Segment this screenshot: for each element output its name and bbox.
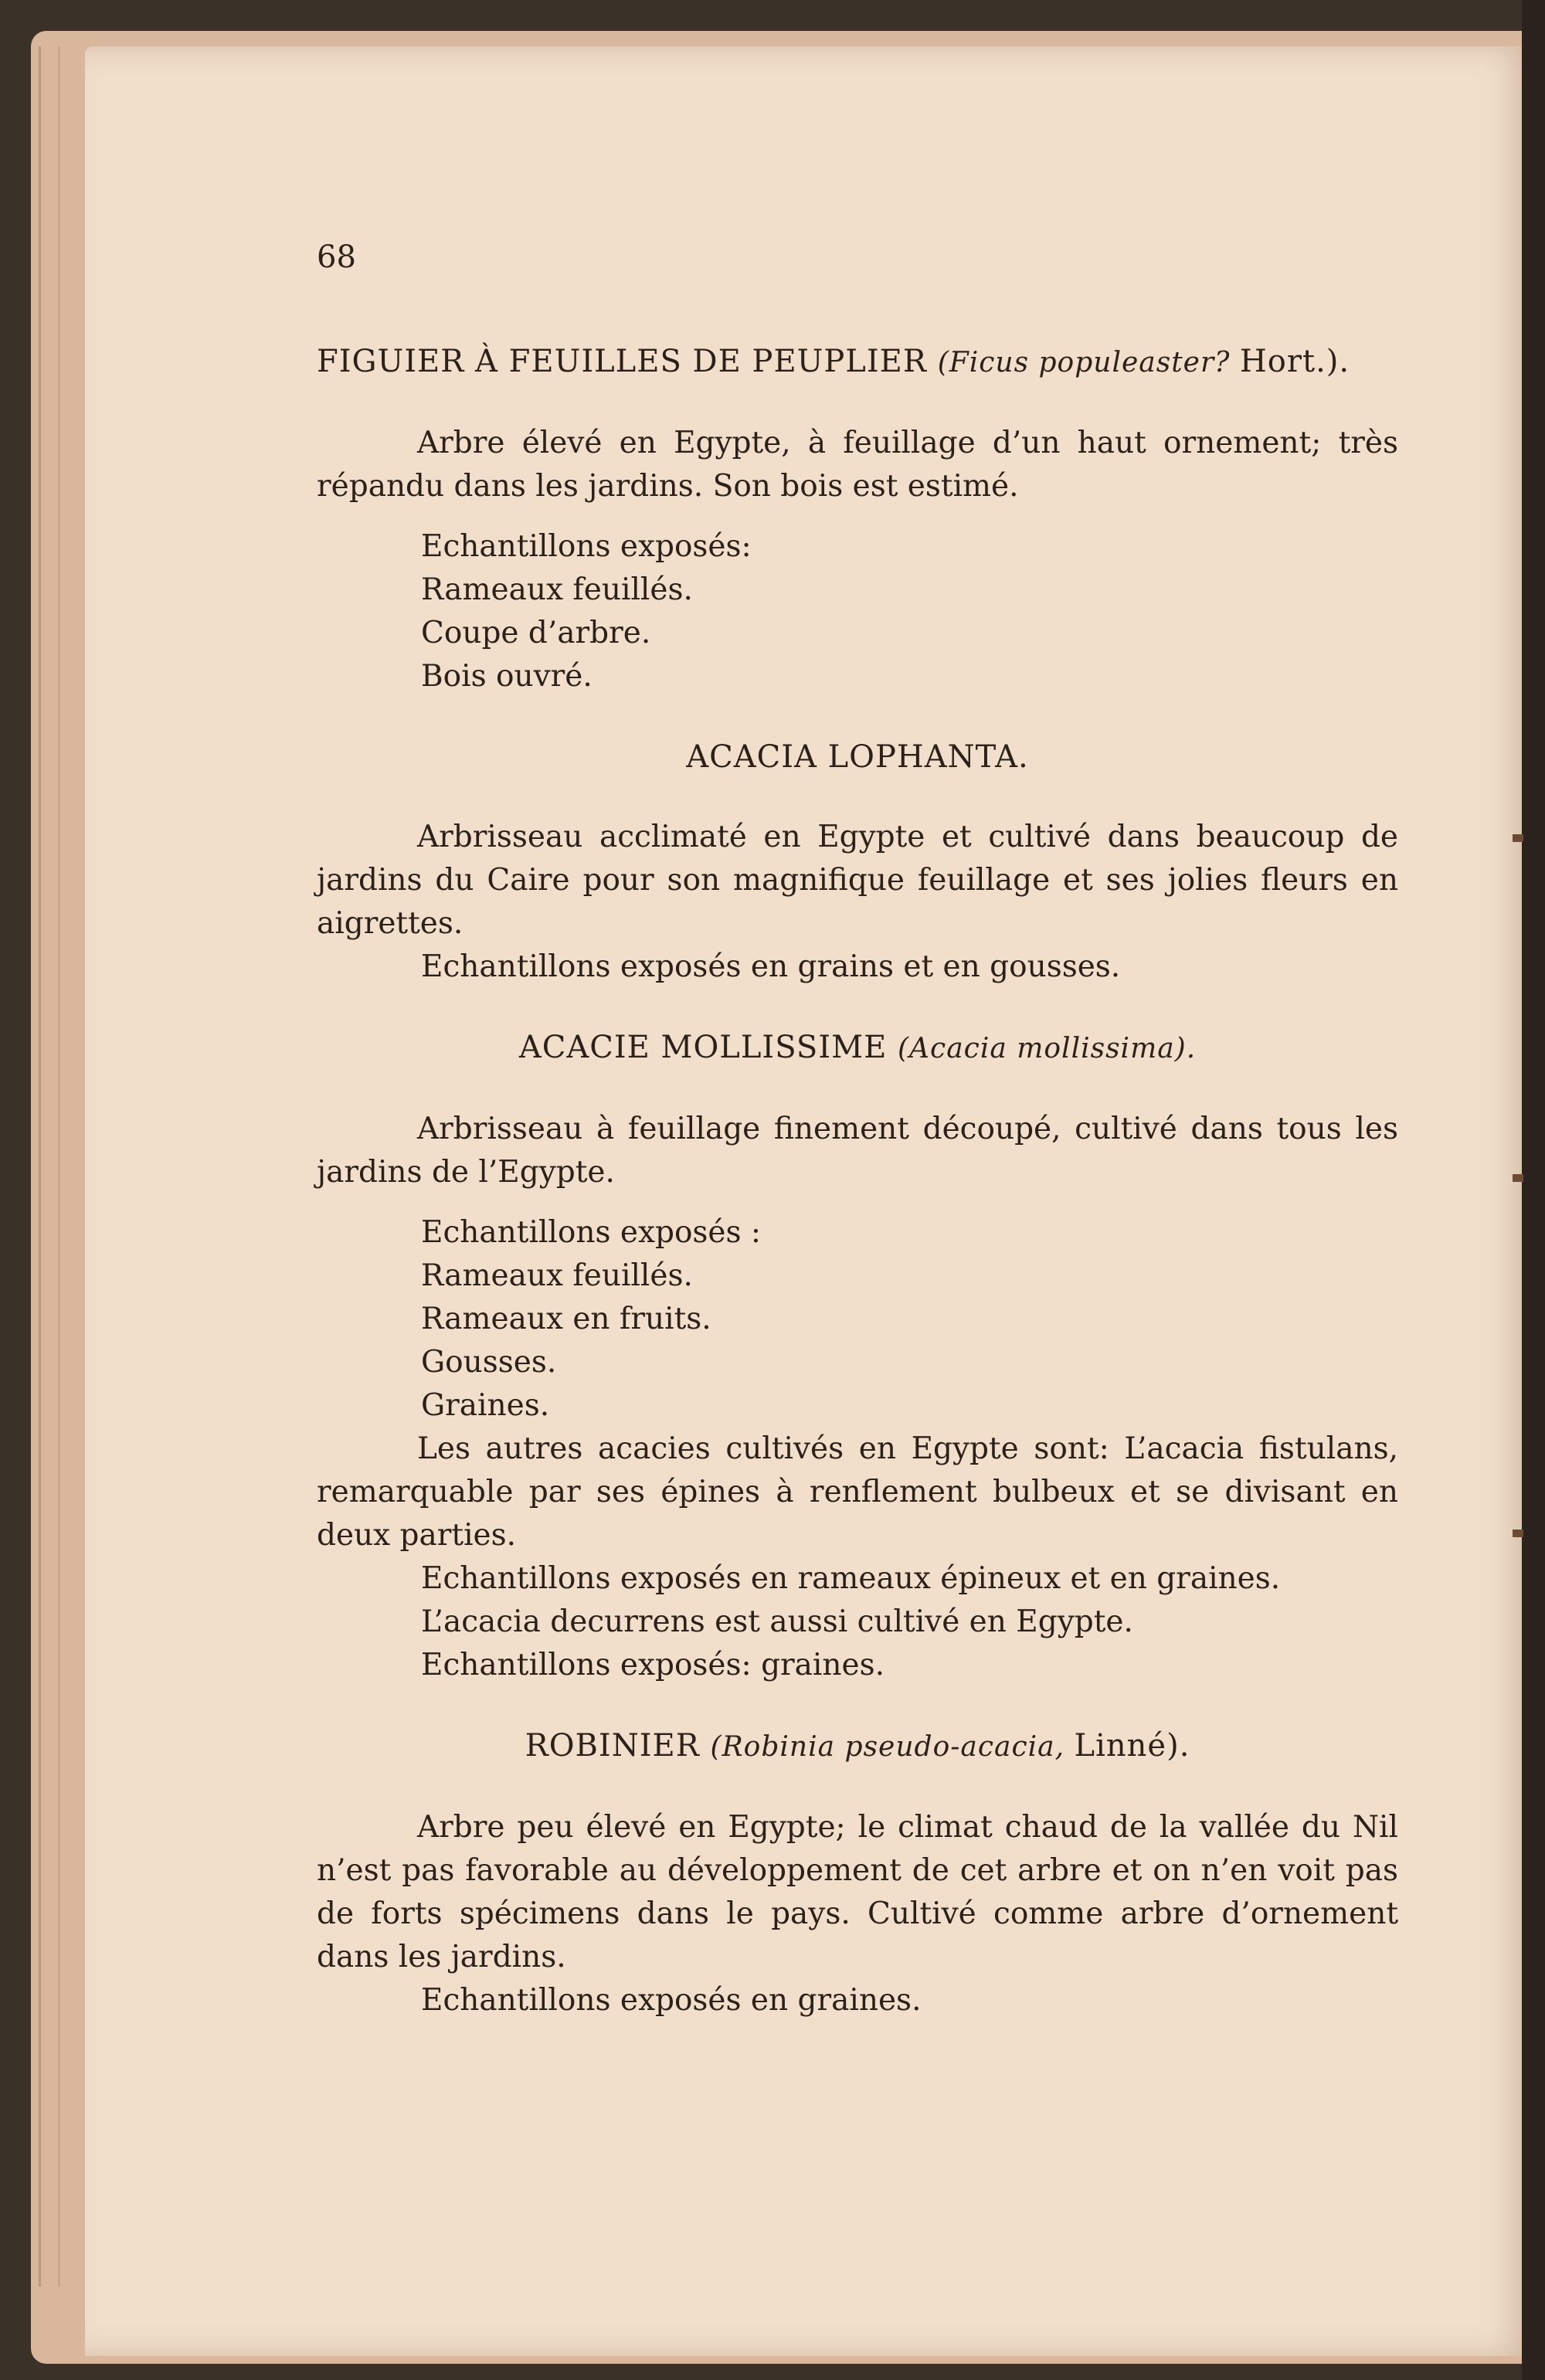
page-content [317, 340, 1398, 2022]
samples-title: Echantillons exposés : [421, 1215, 762, 1250]
list-item: Gousses. [421, 1345, 557, 1380]
list-item: Coupe d’arbre. [421, 616, 651, 650]
list-item: Rameaux en fruits. [421, 1302, 711, 1336]
page-tab [1513, 1530, 1523, 1537]
page-stack [39, 46, 60, 2287]
paragraph: Arbre peu élevé en Egypte; le climat chaud de la vallée du Nil n’est pas favorable au développement de cet arbre et on n’en voit pas de forts spécimens dans le pays. Cultivé comme arbre d’ornement dans les jardins. [317, 1810, 1398, 1974]
paragraph: Arbre élevé en Egypte, à feuillage d’un haut ornement; très répandu dans les jardins. Son bois est estimé. [317, 426, 1398, 504]
book-spine [1522, 0, 1545, 2380]
list-item: Rameaux feuillés. [421, 572, 693, 607]
heading-text: FIGUIER À FEUILLES DE PEUPLIER [317, 344, 938, 379]
page-tab [1513, 834, 1523, 842]
section-heading-figuier [317, 340, 1398, 385]
section-heading-acacie-mollissime [317, 1026, 1398, 1071]
heading-tail: Linné). [1074, 1728, 1190, 1764]
samples-line: Echantillons exposés: graines. [421, 1648, 885, 1682]
samples-line: Echantillons exposés en graines. [421, 1983, 922, 2018]
paragraph: Arbrisseau acclimaté en Egypte et cultivé dans beaucoup de jardins du Caire pour son magnifique feuillage et ses jolies fleurs en aigrettes. [317, 820, 1398, 941]
list-item: Rameaux feuillés. [421, 1258, 693, 1293]
list-item: Bois ouvré. [421, 659, 593, 694]
heading-italic: (Robinia pseudo-acacia, [710, 1731, 1075, 1763]
samples-line: Echantillons exposés en rameaux épineux et en graines. [421, 1561, 1281, 1596]
samples-title: Echantillons exposés: [421, 529, 752, 564]
heading-text: ROBINIER [525, 1728, 711, 1764]
heading-tail: Hort.). [1239, 344, 1350, 379]
list-item: Graines. [421, 1388, 550, 1423]
heading-italic: (Ficus populeaster? [937, 347, 1240, 379]
heading-italic: (Acacia mollissima). [898, 1033, 1197, 1064]
section-heading-acacia-lophanta: ACACIA LOPHANTA. [686, 739, 1029, 775]
paragraph: Les autres acacies cultivés en Egypte sont: L’acacia fistulans, remarquable par ses épines à renflement bulbeux et se divisant en deux parties. [317, 1431, 1398, 1553]
paragraph: Arbrisseau à feuillage finement découpé, cultivé dans tous les jardins de l’Egypte. [317, 1112, 1398, 1190]
section-heading-robinier [317, 1724, 1398, 1769]
heading-text: ACACIE MOLLISSIME [518, 1030, 898, 1065]
page-tab [1513, 1174, 1523, 1182]
paragraph: L’acacia decurrens est aussi cultivé en Egypte. [421, 1604, 1133, 1639]
samples-line: Echantillons exposés en grains et en gousses. [421, 949, 1121, 984]
page-number: 68 [317, 239, 356, 275]
